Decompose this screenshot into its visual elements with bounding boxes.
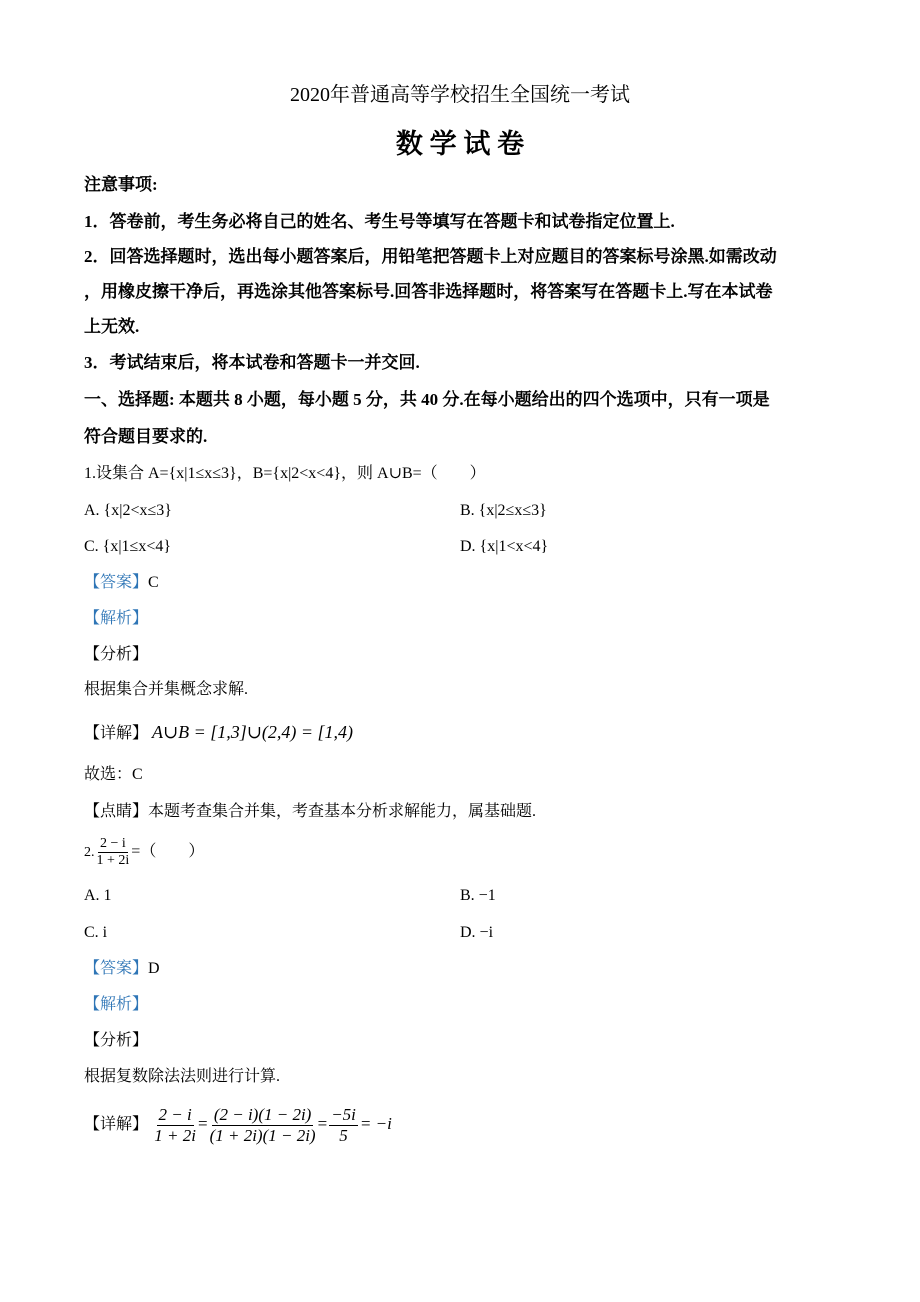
answer-label: 【答案】: [84, 960, 149, 977]
q1-option-d: D. {x|1<x<4}: [460, 538, 549, 555]
q1-detail: [84, 722, 353, 744]
q2-stem: [84, 836, 204, 869]
notice-item: 3．考试结束后，将本试卷和答题卡一并交回.: [84, 353, 420, 372]
fraction-denominator: [154, 1126, 196, 1146]
q1-analysis-label: 【解析】: [84, 610, 149, 627]
fraction-numerator: 2 − i: [98, 836, 128, 853]
fraction-numerator-text: (2 − i)(1 − 2i): [213, 1105, 312, 1124]
notice-item: 1．答卷前，考生务必将自己的姓名、考生号等填写在答题卡和试卷指定位置上.: [84, 212, 675, 231]
fraction-denominator: [210, 1126, 316, 1146]
answer-value: C: [148, 574, 159, 591]
q1-choice: 故选：C: [84, 766, 143, 783]
notice-heading: 注意事项:: [84, 175, 158, 194]
q1-fenxi: 根据集合并集概念求解.: [84, 681, 249, 698]
fraction-denominator: 1 + 2i: [96, 853, 130, 869]
q2-answer: [84, 959, 160, 979]
q2-fenxi: 根据复数除法法则进行计算.: [84, 1068, 281, 1085]
fraction-numerator: [212, 1105, 314, 1126]
section-heading: 一、选择题: 本题共 8 小题，每小题 5 分，共 40 分.在每小题给出的四个选项中，只有一项是: [84, 390, 770, 409]
q1-dianjing: 【点睛】本题考查集合并集，考查基本分析求解能力，属基础题.: [84, 803, 537, 820]
fraction-numerator-text: −5i: [331, 1105, 356, 1124]
notice-item: 上无效.: [84, 317, 140, 336]
detail-label: 【详解】: [84, 1115, 149, 1133]
detail-label: 【详解】: [84, 725, 149, 742]
exam-title: 2020年普通高等学校招生全国统一考试: [290, 84, 630, 106]
formula-fraction: [154, 1105, 196, 1145]
q1-option-c: C. {x|1≤x<4}: [84, 538, 172, 555]
q2-analysis-label: 【解析】: [84, 996, 149, 1013]
q2-stem-tail: =（ ）: [131, 842, 205, 860]
q2-option-c: C. i: [84, 924, 108, 941]
fraction-numerator-text: 2 − i: [158, 1105, 192, 1124]
answer-label: 【答案】: [84, 574, 149, 591]
q2-option-b: B. −1: [460, 887, 496, 904]
fraction-denominator-text: (1 + 2i)(1 − 2i): [209, 1125, 316, 1145]
fraction-denominator-text: 5: [339, 1125, 348, 1145]
answer-value: D: [148, 960, 160, 977]
q2-option-d: D. −i: [460, 924, 494, 941]
section-heading-cont: 符合题目要求的.: [84, 427, 208, 446]
q2-fraction: [97, 836, 130, 869]
formula-fraction: [210, 1105, 316, 1145]
exam-subtitle: 数 学 试 卷: [395, 129, 525, 159]
fraction-denominator-text: 1 + 2i: [154, 1125, 196, 1145]
notice-item: ，用橡皮擦干净后，再选涂其他答案标号.回答非选择题时，将答案写在答题卡上.写在本试卷: [84, 282, 773, 301]
q2-number: 2.: [84, 844, 95, 860]
detail-formula: A∪B = [1,3]∪(2,4) = [1,4): [152, 722, 353, 742]
formula-result: = −i: [359, 1113, 392, 1133]
q2-detail: 【详解】 $\frac{2 - i}{1 + 2i}$ = $\frac{(2 - i)(1 - 2i)}{(1 + 2i)(1 - 2i)}$ = $\frac{-5i}{5}$ = −i: [84, 1105, 392, 1145]
q1-stem: 1.设集合 A={x|1≤x≤3}，B={x|2<x<4}，则 A∪B=（ ）: [84, 465, 486, 482]
q1-fenxi-label: 【分析】: [84, 646, 149, 663]
q1-option-b: B. {x|2≤x≤3}: [460, 502, 547, 519]
fraction-numerator: [329, 1105, 358, 1126]
formula-fraction: [329, 1105, 358, 1145]
q1-answer: [84, 573, 159, 593]
q2-option-a: A. 1: [84, 887, 112, 904]
q1-option-a: A. {x|2<x≤3}: [84, 502, 172, 519]
fraction-denominator: [339, 1126, 348, 1146]
q2-fenxi-label: 【分析】: [84, 1032, 149, 1049]
notice-item: 2．回答选择题时，选出每小题答案后，用铅笔把答题卡上对应题目的答案标号涂黑.如需改动: [84, 247, 777, 266]
fraction-numerator: [157, 1105, 194, 1126]
